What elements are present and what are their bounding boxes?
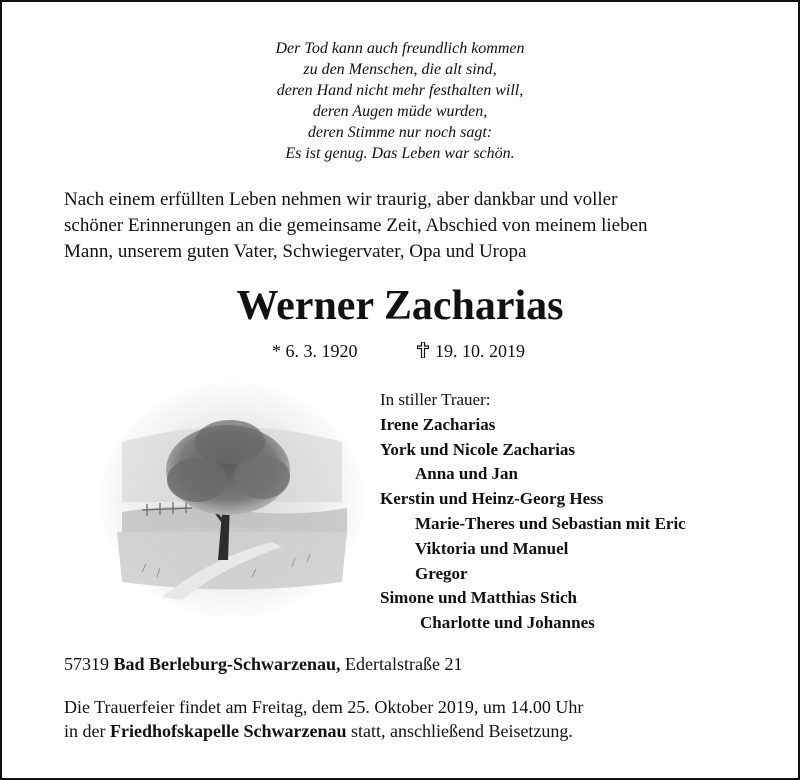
- funeral-suffix: statt, anschließend Beisetzung.: [350, 721, 573, 741]
- cross-icon: [417, 342, 429, 358]
- funeral-line-2: [64, 719, 764, 743]
- address-street: Edertalstraße 21: [345, 654, 463, 674]
- mourner-line: Viktoria und Manuel: [415, 538, 569, 558]
- poem-line: Es ist genug. Das Leben war schön.: [285, 145, 515, 162]
- mourner-line: Anna und Jan: [415, 464, 519, 484]
- poem-line: deren Hand nicht mehr festhalten will,: [276, 82, 524, 99]
- poem-line: Der Tod kann auch freundlich kommen: [275, 40, 525, 57]
- mourner-line: York und Nicole Zacharias: [380, 439, 576, 459]
- intro-line: Nach einem erfüllten Leben nehmen wir traurig, aber dankbar und voller: [64, 189, 618, 210]
- address-city: Bad Berleburg-Schwarzenau,: [113, 654, 341, 674]
- mourner-line: Kerstin und Heinz-Georg Hess: [380, 489, 604, 509]
- poem: [2, 38, 798, 164]
- mourner-line: Marie-Theres und Sebastian mit Eric: [415, 513, 686, 533]
- poem-line: deren Augen müde wurden,: [312, 103, 488, 120]
- life-dates: [272, 339, 525, 363]
- birth-date: * 6. 3. 1920: [272, 341, 358, 361]
- death-date: 19. 10. 2019: [435, 341, 525, 361]
- deceased-name: Werner Zacharias: [236, 283, 564, 329]
- mourner-line: Charlotte und Johannes: [420, 613, 595, 633]
- mourner-line: Irene Zacharias: [380, 414, 496, 434]
- funeral-line: Die Trauerfeier findet am Freitag, dem 25. Oktober 2019, um 14.00 Uhr: [64, 697, 584, 717]
- death-date-group: [417, 339, 525, 363]
- address: [64, 652, 462, 676]
- mourners-heading: In stiller Trauer:: [380, 390, 491, 409]
- mourner-line: Simone und Matthias Stich: [380, 588, 577, 608]
- funeral-place: Friedhofskapelle Schwarzenau: [109, 721, 347, 741]
- funeral-prefix: in der: [64, 721, 106, 741]
- funeral-info: [64, 695, 764, 743]
- intro-line: Mann, unserem guten Vater, Schwiegervater, Opa und Uropa: [64, 241, 527, 262]
- mourner-line: Gregor: [415, 563, 468, 583]
- intro-text: [64, 187, 764, 265]
- mourners-list: [380, 388, 746, 636]
- poem-line: deren Stimme nur noch sagt:: [307, 124, 493, 141]
- poem-line: zu den Menschen, die alt sind,: [303, 61, 497, 78]
- tree-landscape-icon: [102, 382, 362, 617]
- address-zip: 57319: [64, 654, 109, 674]
- intro-line: schöner Erinnerungen an die gemeinsame Zeit, Abschied von meinem lieben: [64, 215, 648, 236]
